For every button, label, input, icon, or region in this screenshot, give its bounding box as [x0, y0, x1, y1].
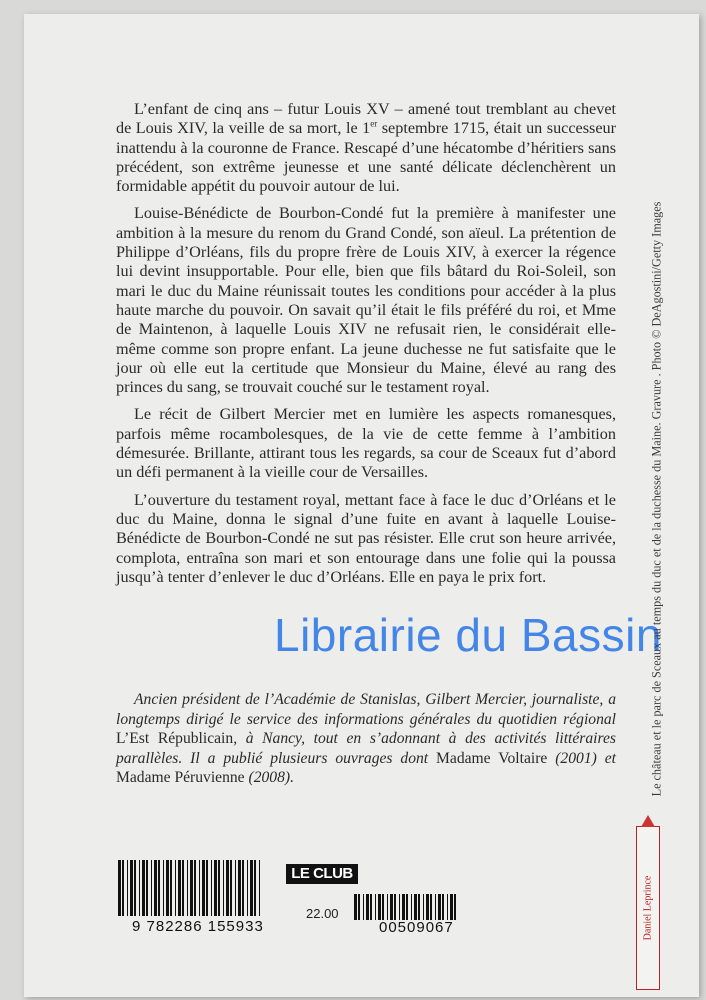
ordinal-sup: er: [370, 118, 378, 129]
paragraph-1: [116, 100, 616, 196]
synopsis: [116, 100, 616, 595]
reference-barcode: [352, 894, 462, 920]
back-cover: [24, 14, 699, 997]
watermark: Librairie du Bassin: [274, 609, 662, 661]
price: 22.00: [306, 906, 339, 921]
paragraph-2: Louise-Bénédicte de Bourbon-Condé fut la première à manifester une ambition à la mesure du renom du Grand Condé, son aïeul. La prétention de Philippe d’Orléans, fils du propre frère de Louis XIV, à exercer la régence lui devint insupportable. Pour elle, bien que fils bâtard du Roi-Soleil, son mari le duc du Maine réunissait toutes les conditions pour accéder à la plus haute marche du pouvoir. On savait qu’il était le fils préféré du roi, et Mme de Maintenon, à laquelle Louis XIV ne refusait rien, le considérait elle-même comme son propre enfant. La jeune duchesse ne fut satisfaite que le jour où elle eut la certitude que Monsieur du Maine, élevé au rang des princes du sang, se trouvait couché sur le testament royal.: [116, 204, 616, 397]
pencil-tip-icon: [641, 815, 655, 827]
publisher-logo: [636, 826, 660, 990]
image-credit: [637, 164, 677, 834]
club-logo: LE CLUB: [286, 864, 358, 884]
paragraph-1-text-end: septembre 1715, était un successeur inattendu à la couronne de France. Rescapé d’une hécatombe d’héritiers sans précédent, son extrême jeunesse et une santé délicate déclenchèrent un formidable appétit du pouvoir autour de lui.: [116, 119, 616, 196]
paragraph-4: L’ouverture du testament royal, mettant face à face le duc d’Orléans et le duc du Maine, donna le signal d’une fuite en avant à laquelle Louise-Bénédicte de Bourbon-Condé ne sut pas résister. Elle crut son heure arrivée, complota, entraîna son mari et son entourage dans une folie qui la poussa jusqu’à tenter d’enlever le duc d’Orléans. Elle en paya le prix fort.: [116, 490, 616, 586]
image-credit-text: Le château et le parc de Sceaux au temps du duc et de la duchesse du Maine. Gravure . Photo © DeAgostini/Getty Images: [649, 201, 664, 797]
paragraph-3: Le récit de Gilbert Mercier met en lumière les aspects romanesques, parfois même rocambolesques, de la vie de cette femme à l’ambition démesurée. Brillante, attirant tous les regards, sa cour de Sceaux fut d’abord un défi permanent à la vieille cour de Versailles.: [116, 405, 616, 482]
isbn-barcode: [116, 860, 266, 916]
author-bio: Ancien président de l’Académie de Stanislas, Gilbert Mercier, journaliste, a longtemps dirigé le service des informations générales du quotidien régional L’Est Républicain, à Nancy, tout en s’adonnant à des activités littéraires parallèles. Il a publié plusieurs ouvrages dont Madame Voltaire (2001) et Madame Péruvienne (2008).: [116, 691, 616, 786]
publisher-logo-text: Daniel Leprince: [642, 875, 654, 941]
paragraph-1-text: L’enfant de cinq ans – futur Louis XV – amené tout tremblant au chevet de Louis XIV, la veille de sa mort, le 1: [116, 100, 616, 138]
isbn-number: 9 782286 155933: [132, 918, 264, 935]
reference-number: 00509067: [379, 919, 454, 936]
